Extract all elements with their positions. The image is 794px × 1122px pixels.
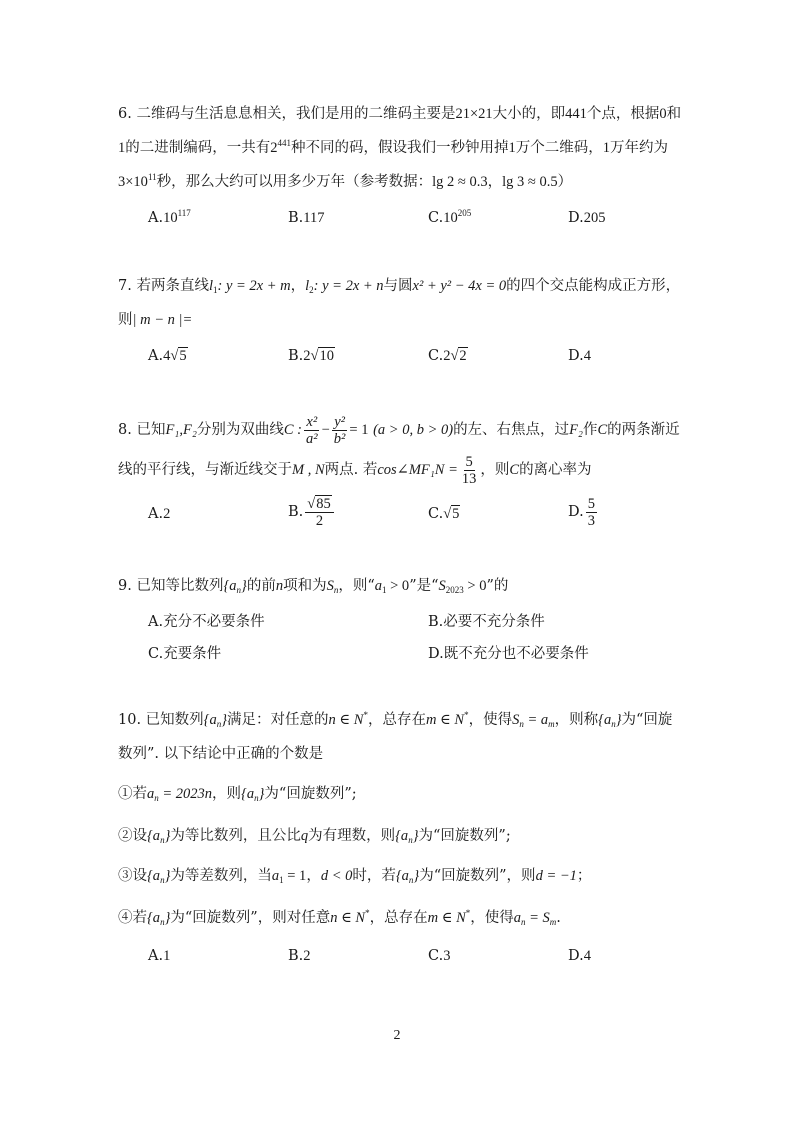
q10-line-2: 数列”. 以下结论中正确的个数是 — [118, 746, 324, 762]
q6-option-b[interactable]: B.117 — [288, 210, 325, 226]
q6-line-1: 6. 二维码与生活息息相关，我们是用的二维码主要是21×21大小的，即441个点，根据0和 — [118, 106, 682, 122]
q7-option-d[interactable]: D.4 — [568, 348, 591, 364]
q9-line-1: 9. 已知等比数列$\{a_n\}$的前n项和为$S_n$，则“$a_1 > 0$”是“$S_{2023} > 0$”的 — [118, 578, 509, 595]
q10-number: 10. — [118, 712, 142, 728]
q8-line-1: 8. 已知F₁,F₂分别为双曲线C : $\frac{\text{x²}}{\text{a²}}$ − $\frac{\text{y²}}{\text{b²}}$ = 1 (a > 0, b > 0)的左、右焦点，过F₂作C的两条渐近 — [118, 413, 680, 447]
q10-statement-2: ②设$\{a_n\}$为等比数列，且公比q为有理数，则$\{a_n\}$为“回旋数列”; — [118, 828, 511, 845]
q8-line-2: 线的平行线，与渐近线交于M , N两点. 若cos∠MF₁N = $\frac{5}{13}$ ，则C的离心率为 — [118, 453, 592, 487]
q7-option-b[interactable]: B.2√10 — [288, 348, 334, 364]
q7-number: 7. — [118, 278, 132, 294]
q6-line-2: 1的二进制编码，一共有$2^{441}$种不同的码，假设我们一秒钟用掉1万个二维码，1万年约为 — [118, 138, 668, 156]
page-number: 2 — [393, 1028, 401, 1043]
q8-option-b[interactable]: B. $\frac{√85}{2}$ — [288, 494, 336, 530]
q8-fraction-cos: $\frac{5}{13}$ — [461, 453, 477, 487]
q8-fraction-y: $\frac{\text{y²}}{\text{b²}}$ — [333, 413, 346, 447]
q6-line-3: $3\times 10^{11}$秒，那么大约可以用多少万年（参考数据：lg 2 ≈ 0.3，lg 3 ≈ 0.5） — [118, 172, 573, 190]
q10-line-1: 10. 已知数列$\{a_n\}$满足：对任意的n ∈ N*，总存在m ∈ N*，使得$S_n = a_m$，则称$\{a_n\}$为“回旋 — [118, 710, 673, 729]
q9-option-b[interactable]: B.必要不充分条件 — [428, 614, 545, 630]
q10-option-a[interactable]: A.1 — [148, 948, 171, 964]
q8-fraction-x: $\frac{\text{x²}}{\text{a²}}$ — [306, 413, 318, 447]
q10-option-c[interactable]: C.3 — [428, 948, 451, 964]
q6-option-d[interactable]: D.205 — [568, 210, 606, 226]
q8-option-a[interactable]: A.2 — [148, 506, 171, 522]
q9-number: 9. — [118, 578, 132, 594]
q10-option-d[interactable]: D.4 — [568, 948, 591, 964]
q7-option-c[interactable]: C.2√2 — [428, 348, 467, 364]
q8-option-c[interactable]: C.√5 — [428, 506, 460, 522]
q10-statement-3: ③设$\{a_n\}$为等差数列，当$a_1 = 1$，d < 0时，若$\{a_n\}$为“回旋数列”，则d = −1； — [118, 868, 592, 885]
q6-option-c[interactable]: $C.10^{205}$ — [428, 208, 472, 226]
q10-statement-1: ①若$a_n = 2023n$，则$\{a_n\}$为“回旋数列”; — [118, 786, 357, 803]
q6-number: 6. — [118, 106, 132, 122]
q7-line-2: 则| m − n |= — [118, 312, 193, 328]
q6-option-a[interactable]: $A.10^{117}$ — [148, 208, 191, 226]
q7-line-1: 7. 若两条直线$l_1$: y = 2x + m，$l_2$: y = 2x + n与圆x² + y² − 4x = 0的四个交点能构成正方形， — [118, 278, 681, 295]
q9-option-d[interactable]: D.既不充分也不必要条件 — [428, 646, 589, 662]
q8-number: 8. — [118, 422, 132, 438]
q9-option-a[interactable]: A.充分不必要条件 — [148, 614, 265, 630]
q10-option-b[interactable]: B.2 — [288, 948, 311, 964]
q7-option-a[interactable]: A.4√5 — [148, 348, 187, 364]
q10-statement-4: ④若$\{a_n\}$为“回旋数列”，则对任意n ∈ N*，总存在m ∈ N*，使得$a_n = S_m$. — [118, 908, 561, 927]
q8-option-d[interactable]: D. $\frac{5}{3}$ — [568, 495, 595, 529]
q9-option-c[interactable]: C.充要条件 — [148, 646, 222, 662]
